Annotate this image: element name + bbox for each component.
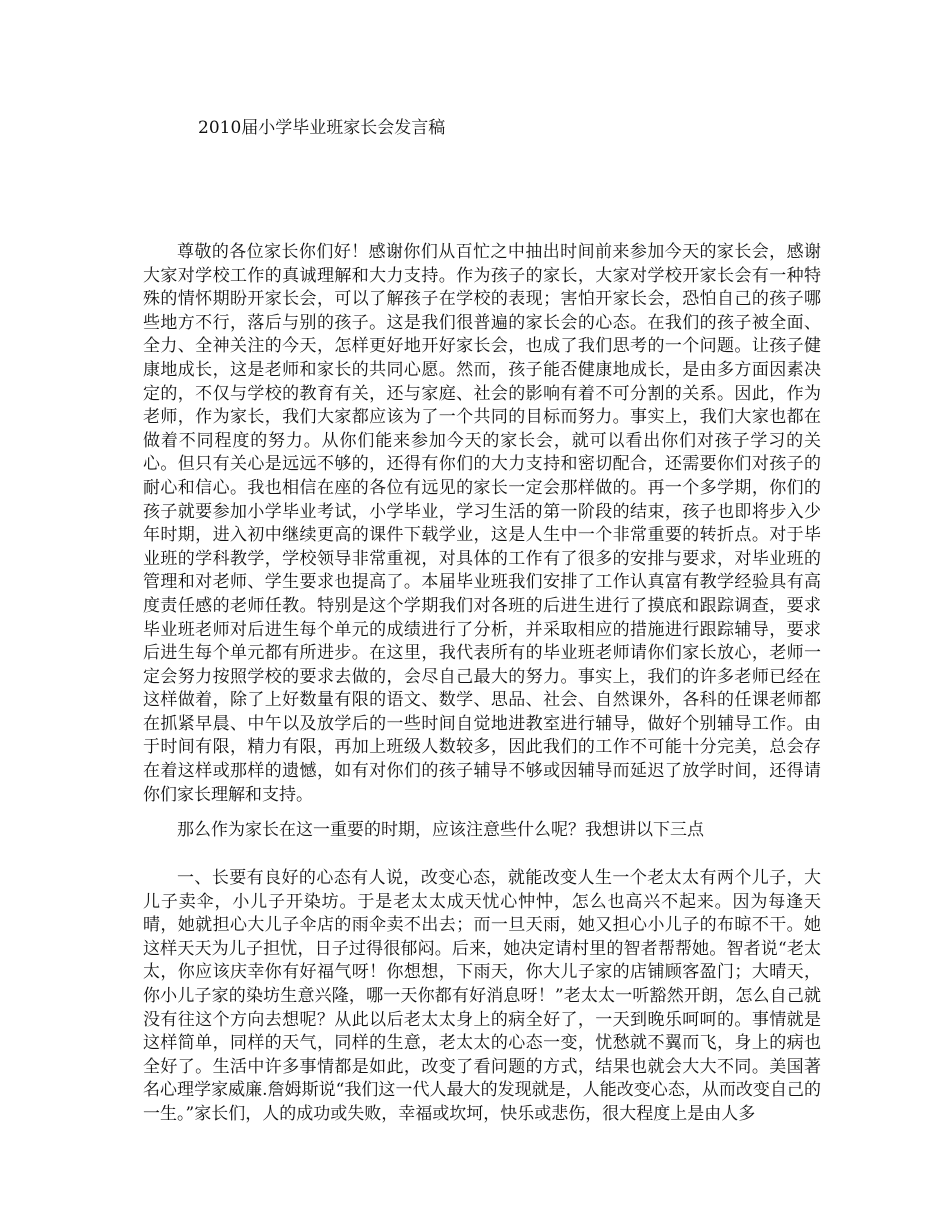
paragraph-question: 那么作为家长在这一重要的时期，应该注意些什么呢？我想讲以下三点 [177,820,704,840]
paragraph-opening: 尊敬的各位家长你们好！感谢你们从百忙之中抽出时间前来参加今天的家长会，感谢大家对学校工作的真诚理解和大力支持。作为孩子的家长，大家对学校开家长会有一种特殊的情怀期盼开家长会，可以了解孩子在学校的表现；害怕开家长会，恐怕自己的孩子哪些地方不行，落后与别的孩子。这是我们很普遍的家长会的心态。在我们的孩子被全面、全力、全神关注的今天，怎样更好地开好家长会，也成了我们思考的一个问题。让孩子健康地成长，这是老师和家长的共同心愿。然而，孩子能否健康地成长，是由多方面因素决定的，不仅与学校的教育有关，还与家庭、社会的影响有着不可分割的关系。因此，作为老师，作为家长，我们大家都应该为了一个共同的目标而努力。事实上，我们大家也都在做着不同程度的努力。从你们能来参加今天的家长会，就可以看出你们对孩子学习的关心。但只有关心是远远不够的，还得有你们的大力支持和密切配合，还需要你们对孩子的耐心和信心。我也相信在座的各位有远见的家长一定会那样做的。再一个多学期，你们的孩子就要参加小学毕业考试，小学毕业，学习生活的第一阶段的结束，孩子也即将步入少年时期，进入初中继续更高的课件下载学业，这是人生中一个非常重要的转折点。对于毕业班的学科教学，学校领导非常重视，对具体的工作有了很多的安排与要求，对毕业班的管理和对老师、学生要求也提高了。本届毕业班我们安排了工作认真富有教学经验具有高度责任感的老师任教。特别是这个学期我们对各班的后进生进行了摸底和跟踪调查，要求毕业班老师对后进生每个单元的成绩进行了分析，并采取相应的措施进行跟踪辅导，要求后进生每个单元都有所进步。在这里，我代表所有的毕业班老师请你们家长放心，老师一定会努力按照学校的要求去做的，会尽自己最大的努力。事实上，我们的许多老师已经在这样做着，除了上好数量有限的语文、数学、思品、社会、自然课外，各科的任课老师都在抓紧早晨、中午以及放学后的一些时间自觉地进教室进行辅导，做好个别辅导工作。由于时间有限，精力有限，再加上班级人数较多，因此我们的工作不可能十分完美，总会存在着这样或那样的遗憾，如有对你们的孩子辅导不够或因辅导而延迟了放学时间，还得请你们家长理解和支持。 [143,242,821,805]
paragraph-point-one: 一、长要有良好的心态有人说，改变心态，就能改变人生一个老太太有两个儿子，大儿子卖伞，小儿子开染坊。于是老太太成天忧心忡忡，怎么也高兴不起来。因为每逢天晴，她就担心大儿子伞店的雨伞卖不出去；而一旦天雨，她又担心小儿子的布晾不干。她这样天天为儿子担忧，日子过得很郁闷。后来，她决定请村里的智者帮帮她。智者说“老太太，你应该庆幸你有好福气呀！你想想，下雨天，你大儿子家的店铺顾客盈门；大晴天，你小儿子家的染坊生意兴隆，哪一天你都有好消息呀！”老太太一听豁然开朗，怎么自己就没有往这个方向去想呢？从此以后老太太身上的病全好了，一天到晚乐呵呵的。事情就是这样简单，同样的天气，同样的生意，老太太的心态一变，忧愁就不翼而飞，身上的病也全好了。生活中许多事情都是如此，改变了看问题的方式，结果也就会大大不同。美国著名心理学家威廉.詹姆斯说“我们这一代人最大的发现就是，人能改变心态，从而改变自己的一生。”家长们，人的成功或失败，幸福或坎坷，快乐或悲伤，很大程度上是由人多 [143,868,821,1124]
document-title: 2010届小学毕业班家长会发言稿 [198,118,446,138]
